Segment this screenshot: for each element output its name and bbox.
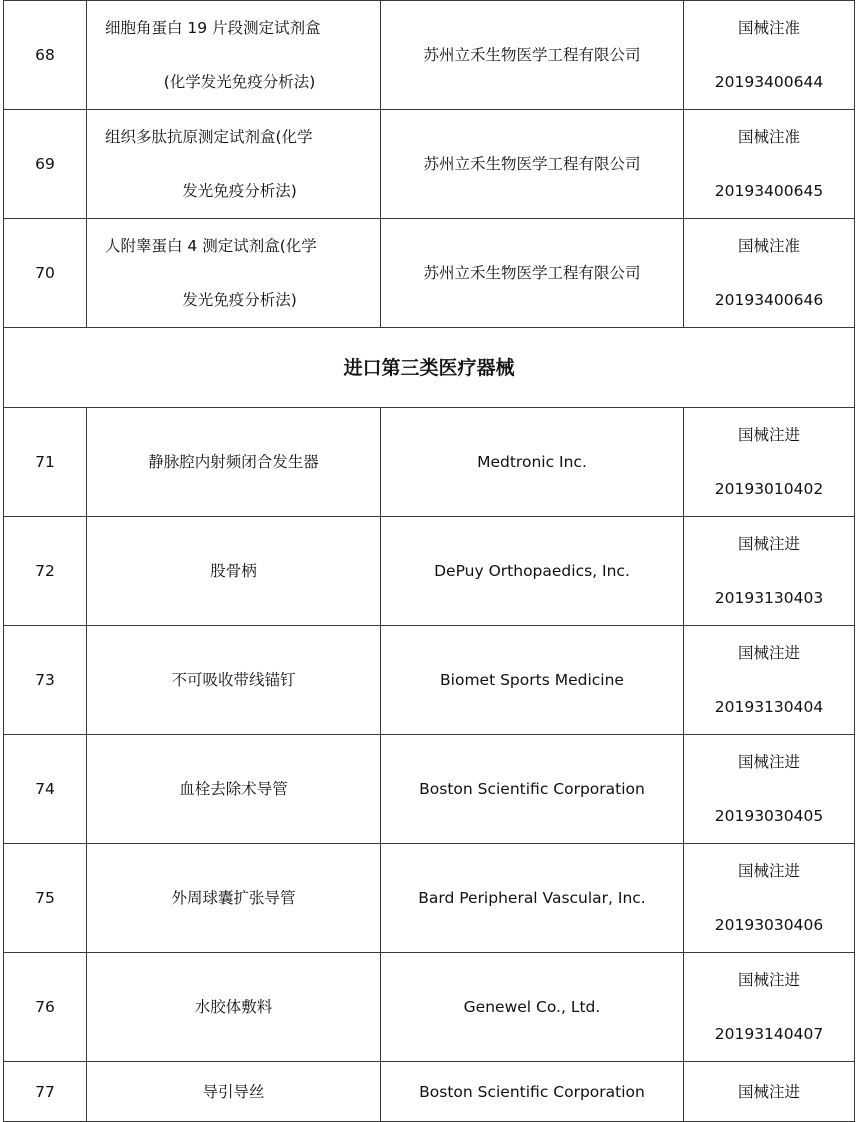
registration-number: 国械注进 20193130404 — [684, 626, 855, 735]
table-row — [4, 1062, 855, 1122]
registration-number: 国械注进 20193010402 — [684, 408, 855, 517]
registration-number: 国械注进 20193130403 — [684, 517, 855, 626]
table-row — [4, 953, 855, 1062]
table-row — [4, 408, 855, 517]
product-name: 股骨柄 — [87, 517, 381, 626]
product-name: 静脉腔内射频闭合发生器 — [87, 408, 381, 517]
company-name: Bard Peripheral Vascular, Inc. — [381, 844, 684, 953]
table-row — [4, 1, 855, 110]
product-name: 细胞角蛋白 19 片段测定试剂盒 (化学发光免疫分析法) — [87, 1, 381, 110]
row-number: 71 — [4, 408, 87, 517]
product-name: 导引导丝 — [87, 1062, 381, 1122]
row-number: 69 — [4, 110, 87, 219]
product-name: 组织多肽抗原测定试剂盒(化学 发光免疫分析法) — [87, 110, 381, 219]
row-number: 76 — [4, 953, 87, 1062]
product-name: 不可吸收带线锚钉 — [87, 626, 381, 735]
company-name: Medtronic Inc. — [381, 408, 684, 517]
table-row — [4, 735, 855, 844]
product-name: 血栓去除术导管 — [87, 735, 381, 844]
table-row — [4, 110, 855, 219]
product-name: 外周球囊扩张导管 — [87, 844, 381, 953]
company-name: 苏州立禾生物医学工程有限公司 — [381, 219, 684, 328]
registration-number: 国械注准 20193400646 — [684, 219, 855, 328]
product-name: 人附睾蛋白 4 测定试剂盒(化学 发光免疫分析法) — [87, 219, 381, 328]
company-name: DePuy Orthopaedics, Inc. — [381, 517, 684, 626]
table-row — [4, 844, 855, 953]
table-row — [4, 517, 855, 626]
registration-number: 国械注进 — [684, 1062, 855, 1122]
company-name: Boston Scientific Corporation — [381, 735, 684, 844]
company-name: Biomet Sports Medicine — [381, 626, 684, 735]
table-row — [4, 219, 855, 328]
device-registration-table — [3, 0, 855, 1122]
registration-number: 国械注准 20193400645 — [684, 110, 855, 219]
registration-number: 国械注进 20193140407 — [684, 953, 855, 1062]
table-row — [4, 626, 855, 735]
registration-number: 国械注进 20193030405 — [684, 735, 855, 844]
company-name: Genewel Co., Ltd. — [381, 953, 684, 1062]
row-number: 70 — [4, 219, 87, 328]
registration-number: 国械注进 20193030406 — [684, 844, 855, 953]
row-number: 73 — [4, 626, 87, 735]
product-name: 水胶体敷料 — [87, 953, 381, 1062]
section-title: 进口第三类医疗器械 — [4, 328, 855, 408]
company-name: Boston Scientific Corporation — [381, 1062, 684, 1122]
row-number: 68 — [4, 1, 87, 110]
row-number: 75 — [4, 844, 87, 953]
company-name: 苏州立禾生物医学工程有限公司 — [381, 110, 684, 219]
row-number: 74 — [4, 735, 87, 844]
section-header-row — [4, 328, 855, 408]
registration-number: 国械注准 20193400644 — [684, 1, 855, 110]
row-number: 77 — [4, 1062, 87, 1122]
company-name: 苏州立禾生物医学工程有限公司 — [381, 1, 684, 110]
row-number: 72 — [4, 517, 87, 626]
